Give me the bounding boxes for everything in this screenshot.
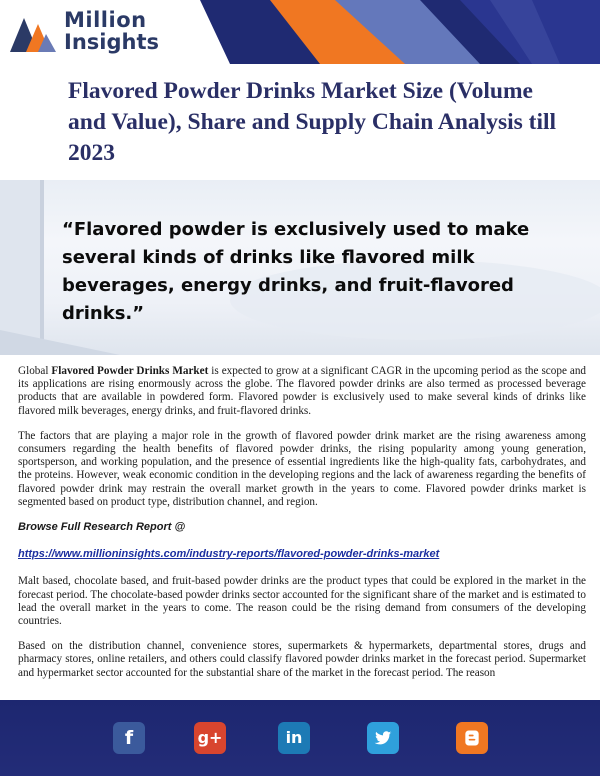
intro-rest: is expected to grow at a significant CAGR in the upcoming period as the scope and its applications are rising enormously across the globe. The flavored powder drinks are also termed as processed beverage products that are available in powdered form. Flavored powder is exclusively used to make several kinds of drinks like flavored milk beverages, energy drinks, and fruit-flavored drinks. xyxy=(18,365,587,417)
blogger-icon[interactable] xyxy=(456,722,488,754)
linkedin-icon[interactable] xyxy=(278,722,310,754)
paragraph-intro xyxy=(18,365,586,418)
google-plus-glyph: g+ xyxy=(197,728,223,747)
paragraph-product-types: Malt based, chocolate based, and fruit-based powder drinks are the product types that could be explored in the market in the forecast period. The chocolate-based powder drinks sector accounted for the significant share of the market and is estimated to lead the overall market in the years to come. The reason could be the rising demand from consumers of the developing countries. xyxy=(18,575,586,628)
browse-report-label: Browse Full Research Report @ xyxy=(18,521,186,534)
page-title: Flavored Powder Drinks Market Size (Volume and Value), Share and Supply Chain Analysis till 2023 xyxy=(68,78,557,166)
quote-banner xyxy=(0,180,600,355)
market-name: Flavored Powder Drinks Market xyxy=(51,365,209,377)
logo-line-1: Million xyxy=(64,8,147,32)
intro-prefix: Global xyxy=(18,365,52,377)
article-body xyxy=(18,365,586,692)
google-plus-icon[interactable] xyxy=(194,722,226,754)
report-link[interactable]: https://www.millioninsights.com/industry-reports/flavored-powder-drinks-market xyxy=(18,548,440,561)
page-header xyxy=(0,0,600,64)
linkedin-glyph: in xyxy=(285,728,303,747)
twitter-bird-icon xyxy=(373,728,393,748)
paragraph-factors: The factors that are playing a major role in the growth of flavored powder drink market are the rising awareness among consumers regarding the health benefits of flavored powder drinks, the rising popularity among young generation, sportsperson, and working population, and the presence of essential ingredients like the high-quality fats, carbohydrates, and the proteins. However, weak economic condition in the developing regions and the lack of awareness regarding the benefits of flavored powder drink may restrain the overall market growth in the years to come. Flavored powder drinks market is segmented based on product type, distribution channel, and region. xyxy=(18,429,586,508)
paragraph-distribution: Based on the distribution channel, convenience stores, supermarkets & hypermarkets, departmental stores, drugs and pharmacy stores, online retailers, and others could classify flavored powder drinks market in the forecast period. Supermarket and hypermarket sector accounted for the substantial share of the market in the forecast period. The reason xyxy=(18,640,586,679)
blogger-b-icon xyxy=(462,728,482,748)
facebook-glyph: f xyxy=(124,727,134,749)
header-decoration xyxy=(160,0,600,64)
banner-quote-text: “Flavored powder is exclusively used to make several kinds of drinks like flavored milk beverages, energy drinks, and fruit-flavored drinks.” xyxy=(62,219,530,324)
logo-wordmark xyxy=(64,10,159,53)
million-insights-logo-icon xyxy=(8,10,58,54)
logo-line-2: Insights xyxy=(64,30,159,54)
social-footer xyxy=(0,700,600,776)
facebook-icon[interactable] xyxy=(113,722,145,754)
twitter-icon[interactable] xyxy=(367,722,399,754)
